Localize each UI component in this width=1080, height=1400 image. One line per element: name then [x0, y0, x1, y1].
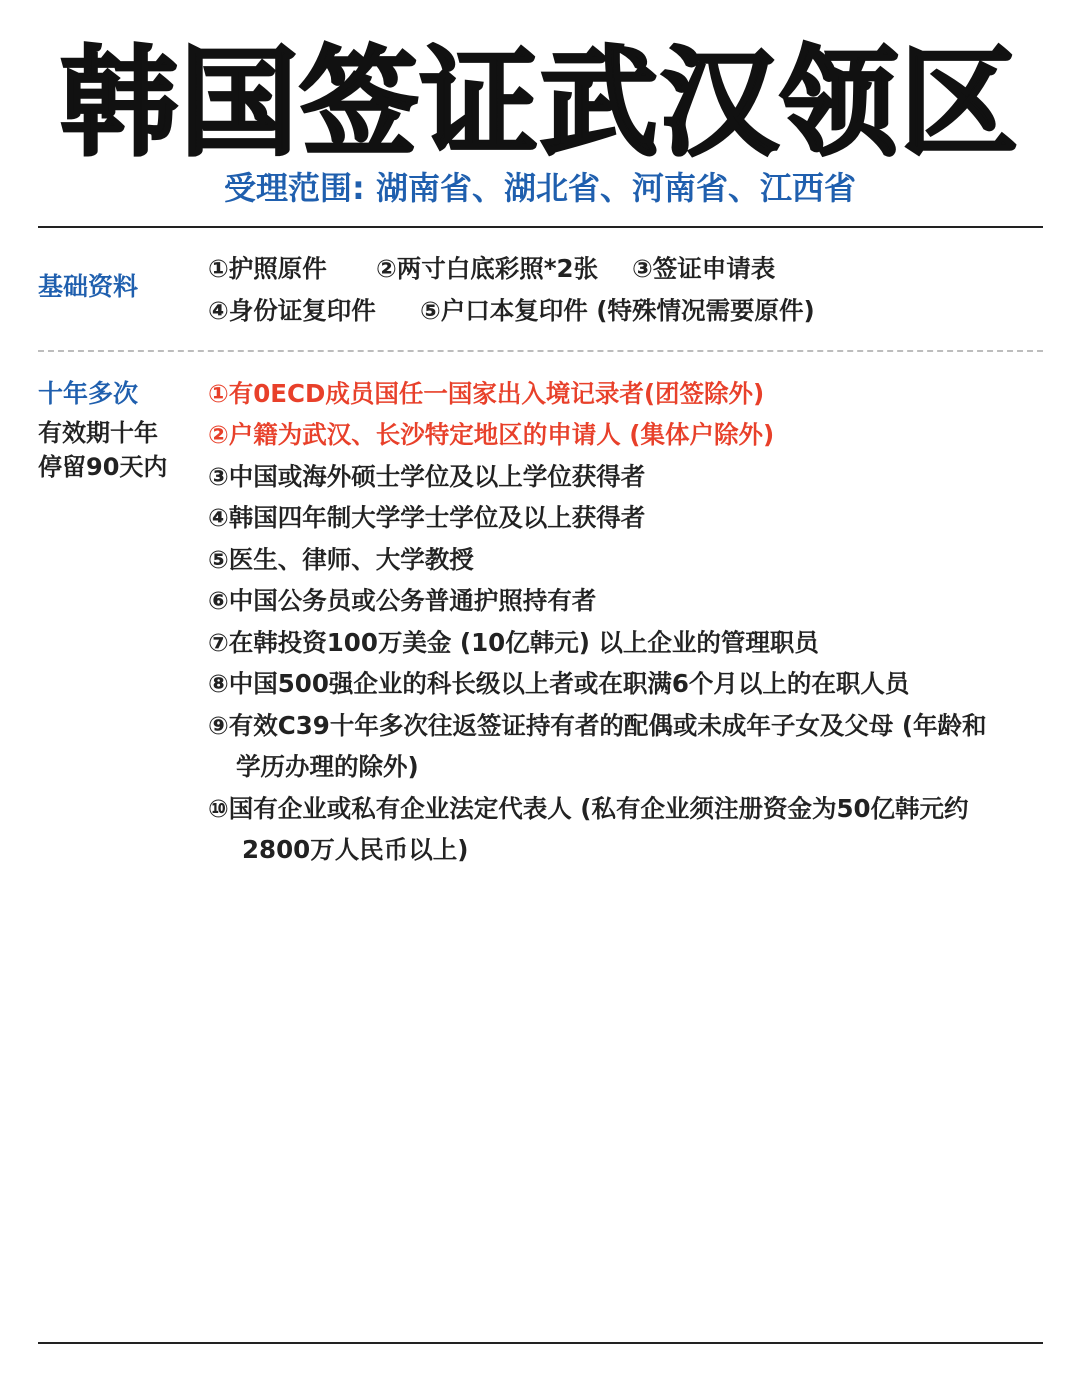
basic-item-hukou-copy: ⑤户口本复印件 (特殊情况需要原件) — [420, 296, 815, 325]
bottom-divider — [38, 1342, 1043, 1344]
list-item: ⑩国有企业或私有企业法定代表人 (私有企业须注册资金为50亿韩元约 — [208, 794, 969, 823]
list-item: ①有0ECD成员国任一国家出入境记录者(团签除外) — [208, 379, 765, 408]
list-item-continuation: 2800万人民币以上) — [242, 835, 469, 864]
tenyear-validity-note: 有效期十年 — [38, 419, 158, 447]
page-subtitle: 受理范围: 湖南省、湖北省、河南省、江西省 — [224, 169, 856, 207]
list-item: ⑦在韩投资100万美金 (10亿韩元) 以上企业的管理职员 — [208, 628, 819, 657]
list-item-continuation: 学历办理的除外) — [236, 752, 419, 781]
basic-item-application-form: ③签证申请表 — [632, 254, 776, 283]
basic-item-photo: ②两寸白底彩照*2张 — [376, 254, 599, 283]
list-item: ③中国或海外硕士学位及以上学位获得者 — [208, 462, 646, 491]
basic-section-label: 基础资料 — [38, 272, 139, 301]
list-item: ②户籍为武汉、长沙特定地区的申请人 (集体户除外) — [208, 420, 775, 449]
section-divider — [38, 350, 1043, 352]
list-item: ⑧中国500强企业的科长级以上者或在职满6个月以上的在职人员 — [208, 669, 910, 698]
list-item: ⑥中国公务员或公务普通护照持有者 — [208, 586, 597, 615]
tenyear-section-label: 十年多次 — [38, 379, 139, 408]
page-title: 韩国签证武汉领区 — [59, 34, 1020, 172]
tenyear-stay-note: 停留90天内 — [38, 453, 168, 481]
list-item: ⑨有效C39十年多次往返签证持有者的配偶或未成年子女及父母 (年龄和 — [208, 711, 987, 740]
list-item: ④韩国四年制大学学士学位及以上获得者 — [208, 503, 646, 532]
basic-item-passport: ①护照原件 — [208, 254, 327, 283]
basic-item-id-copy: ④身份证复印件 — [208, 296, 376, 325]
top-divider — [38, 226, 1043, 228]
list-item: ⑤医生、律师、大学教授 — [208, 545, 474, 574]
